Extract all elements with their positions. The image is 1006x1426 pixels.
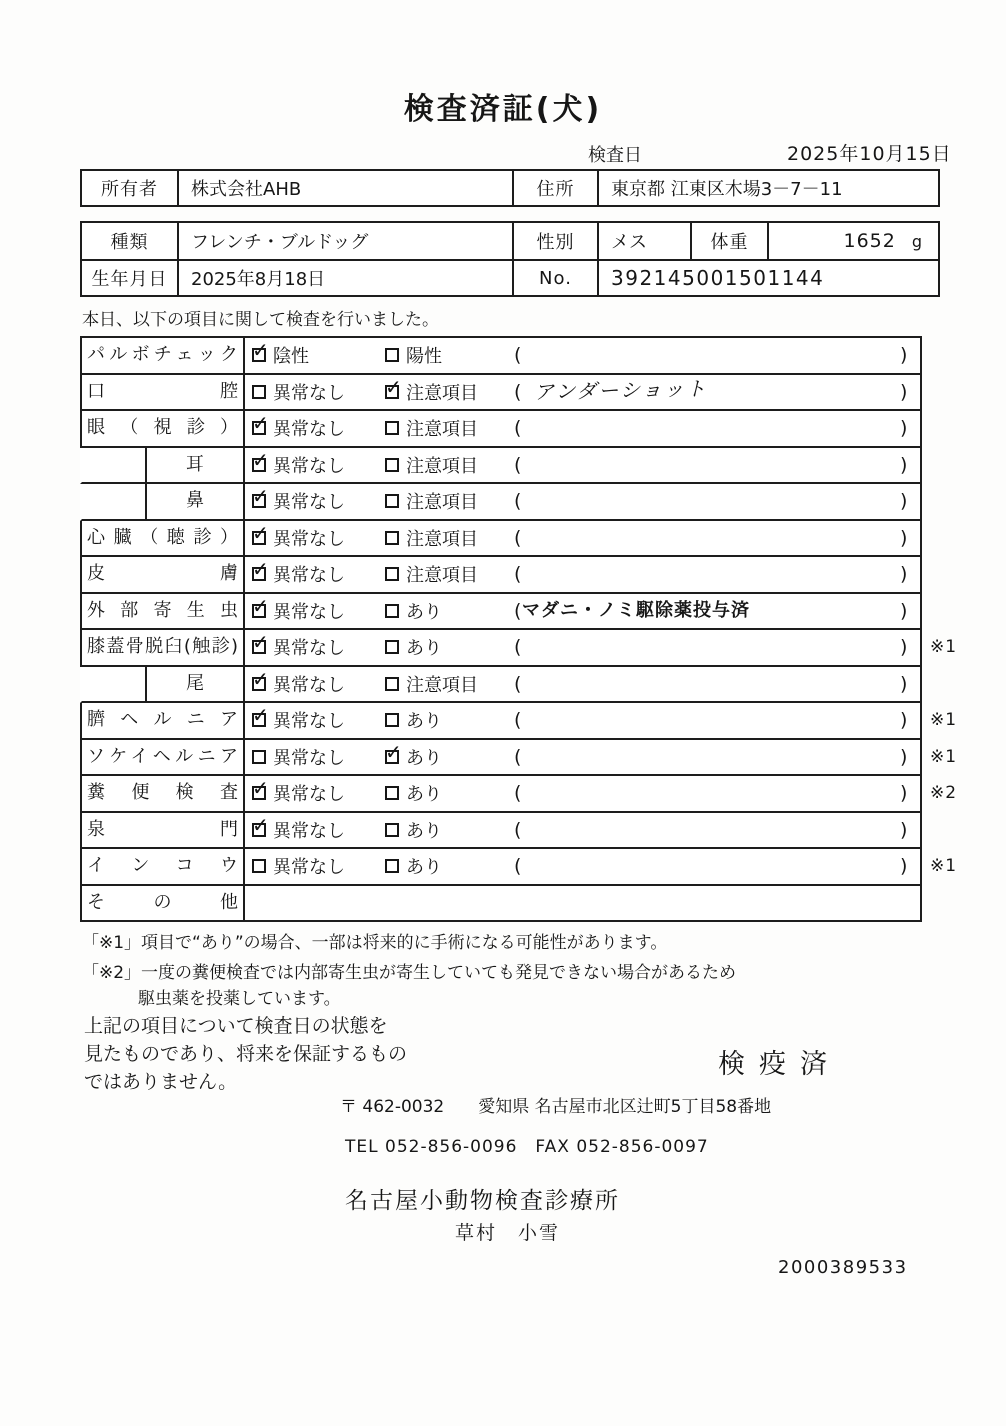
weight-label: 体重: [690, 223, 767, 259]
clinic-tel-fax: TEL 052-856-0096 FAX 052-856-0097: [345, 1137, 709, 1157]
paren-open: (: [514, 855, 522, 877]
check-icon: ✓: [252, 520, 269, 545]
owner-label: 所有者: [101, 179, 158, 200]
exam-option-2-label: 注意項目: [406, 382, 478, 404]
exam-item-label: 耳: [145, 448, 245, 483]
paren-close: ): [900, 417, 908, 439]
check-icon: ✓: [252, 703, 269, 728]
disclaimer-text: [84, 1012, 407, 1096]
footnote-mark: ※1: [930, 856, 958, 876]
checkbox-icon: [385, 640, 399, 654]
exam-row: [80, 338, 922, 375]
checkbox-icon: [252, 750, 266, 764]
paren-open: (: [514, 344, 522, 366]
exam-row: [80, 630, 958, 667]
checkbox-icon: [385, 713, 399, 727]
paren-close: ): [900, 855, 908, 877]
exam-option-1-label: 異常なし: [273, 674, 345, 696]
paren-close: ): [900, 526, 908, 549]
disclaimer-line-1: 上記の項目について検査日の状態を: [84, 1015, 388, 1037]
footnote-2-line-1: 「※2」一度の糞便検査では内部寄生虫が寄生していても発見できない場合があるため: [82, 963, 737, 983]
exam-option-1: [252, 813, 345, 848]
exam-option-1-label: 異常なし: [273, 455, 345, 477]
exam-option-1: [252, 703, 345, 738]
paren-open: (: [514, 636, 522, 658]
checkbox-icon: [385, 567, 399, 581]
exam-option-2-label: 陽性: [406, 346, 442, 368]
check-icon: ✓: [252, 812, 269, 837]
paren-close: ): [900, 344, 908, 366]
exam-option-2-label: あり: [406, 638, 442, 660]
exam-row: [80, 484, 922, 521]
exam-option-1-label: 異常なし: [273, 784, 345, 806]
check-icon: ✓: [252, 411, 269, 436]
owner-table: [80, 169, 940, 207]
exam-option-2-label: 注意項目: [406, 674, 478, 696]
exam-option-2-label: 注意項目: [406, 419, 478, 441]
owner-row: [82, 171, 938, 205]
paren-close: ): [900, 380, 908, 403]
exam-row: [80, 667, 922, 704]
exam-option-1: [252, 448, 345, 483]
exam-row: [80, 448, 922, 485]
exam-row: [80, 776, 958, 813]
exam-item-label: 口腔: [82, 375, 245, 410]
exam-item-label: 膝蓋骨脱臼(触診): [82, 630, 245, 665]
exam-option-1: [252, 630, 345, 665]
check-icon: ✓: [252, 447, 269, 472]
exam-option-1-label: 異常なし: [273, 711, 345, 733]
check-icon: ✓: [252, 630, 269, 655]
paren-close: ): [900, 563, 908, 585]
exam-option-2: [385, 338, 442, 373]
paren-close: ): [900, 745, 908, 768]
sex-value: メス: [597, 223, 690, 259]
exam-option-2-label: あり: [406, 784, 442, 806]
exam-option-2: [385, 521, 478, 556]
exam-option-1: [252, 594, 345, 629]
exam-option-2-label: あり: [406, 711, 442, 733]
checkbox-icon: [385, 348, 399, 362]
exam-row: [80, 739, 958, 777]
exam-item-label: 尾: [145, 667, 245, 702]
exam-option-1-label: 異常なし: [273, 528, 345, 550]
page-title: 検査済証(犬): [403, 92, 603, 127]
clinic-postal-address: 〒 462-0032 愛知県 名古屋市北区辻町5丁目58番地: [340, 1097, 772, 1117]
paren-open: (: [514, 526, 522, 549]
checkbox-icon: [385, 374, 402, 399]
check-icon: ✓: [252, 593, 269, 618]
checkbox-icon: [385, 494, 399, 508]
check-icon: ✓: [385, 374, 402, 399]
exam-row: [80, 521, 922, 558]
check-icon: ✓: [252, 666, 269, 691]
exam-row: [80, 411, 922, 448]
paren-close: ): [900, 453, 908, 476]
checkbox-icon: [385, 786, 399, 800]
check-icon: ✓: [252, 776, 269, 801]
quarantine-stamp: 検疫済: [718, 1049, 841, 1080]
exam-option-2: [385, 776, 442, 811]
checkbox-icon: [252, 385, 266, 399]
checkbox-icon: [252, 666, 269, 691]
exam-row: [80, 375, 922, 412]
exam-option-1-label: 異常なし: [273, 601, 345, 623]
weight-value: 1652: [843, 230, 896, 252]
exam-option-2: [385, 740, 442, 775]
exam-item-label: 眼（視診）: [82, 411, 245, 446]
birthdate-value: 2025年8月18日: [177, 261, 512, 295]
exam-option-2: [385, 375, 478, 410]
exam-option-2-label: あり: [406, 857, 442, 879]
weight-cell: [767, 223, 938, 259]
exam-option-1-label: 異常なし: [273, 747, 345, 769]
checkbox-icon: [252, 484, 269, 509]
paren-close: ): [900, 818, 908, 841]
exam-option-1: [252, 776, 345, 811]
paren-close: ): [900, 599, 908, 622]
pet-row-1: [82, 223, 938, 259]
exam-option-2: [385, 849, 442, 884]
exam-note: アンダーショット: [533, 375, 708, 404]
paren-open: (: [514, 490, 522, 512]
checkbox-icon: [252, 520, 269, 545]
exam-option-2: [385, 484, 478, 519]
exam-row: [80, 557, 922, 594]
check-icon: ✓: [252, 338, 269, 363]
exam-option-1: [252, 375, 345, 410]
exam-option-2-label: 注意項目: [406, 528, 478, 550]
exam-option-1: [252, 740, 345, 775]
exam-item-label: 外部寄生虫: [82, 594, 245, 629]
paren-open: (: [514, 563, 522, 585]
checkbox-icon: [385, 677, 399, 691]
exam-option-1: [252, 484, 345, 519]
exam-item-label: 皮膚: [82, 557, 245, 592]
exam-row: [80, 849, 958, 886]
disclaimer-line-2: 見たものであり、将来を保証するもの: [84, 1043, 408, 1065]
check-icon: ✓: [385, 739, 402, 764]
weight-unit: g: [911, 231, 922, 251]
footnote-mark: ※1: [930, 746, 958, 767]
checkbox-icon: [385, 739, 402, 764]
paren-close: ): [900, 636, 908, 658]
checkbox-icon: [252, 812, 269, 837]
paren-open: (: [514, 672, 522, 695]
checkbox-icon: [252, 557, 269, 582]
checkbox-icon: [385, 531, 399, 545]
paren-close: ): [900, 672, 908, 695]
footnote-mark: ※1: [930, 637, 958, 657]
checkbox-icon: [252, 338, 269, 363]
paren-close: ): [900, 709, 908, 731]
exam-option-2-label: あり: [406, 747, 442, 769]
paren-close: ): [900, 490, 908, 512]
paren-open: (: [514, 417, 522, 439]
breed-label: 種類: [110, 232, 149, 253]
no-label: No.: [512, 261, 597, 295]
exam-option-2: [385, 667, 478, 702]
address-label: 住所: [512, 171, 597, 205]
checkbox-icon: [385, 458, 399, 472]
exam-option-1: [252, 521, 345, 556]
paren-open: (: [514, 453, 522, 476]
veterinarian-name: 草村 小雪: [455, 1222, 561, 1244]
birthdate-label: 生年月日: [91, 269, 168, 290]
footnote-mark: ※2: [930, 783, 958, 803]
exam-option-1: [252, 849, 345, 884]
check-icon: ✓: [252, 557, 269, 582]
checkbox-icon: [385, 823, 399, 837]
exam-option-2-label: 注意項目: [406, 455, 478, 477]
exam-item-label: 臍ヘルニア: [82, 703, 245, 738]
owner-value: 株式会社AHB: [177, 171, 512, 205]
exam-option-2-label: あり: [406, 601, 442, 623]
checkbox-icon: [385, 859, 399, 873]
exam-item-label: インコウ: [82, 849, 245, 884]
paren-open: (: [514, 709, 522, 731]
checkbox-icon: [252, 859, 266, 873]
clinic-name: 名古屋小動物検査診療所: [345, 1188, 620, 1214]
exam-row: [80, 813, 922, 850]
exam-item-label: 糞便検査: [82, 776, 245, 811]
checkbox-icon: [252, 776, 269, 801]
checkbox-icon: [252, 447, 269, 472]
checkbox-icon: [252, 630, 269, 655]
breed-value: フレンチ・ブルドッグ: [177, 223, 512, 259]
inspection-date-value: 2025年10月15日: [787, 143, 952, 165]
serial-number: 2000389533: [778, 1257, 908, 1278]
checkbox-icon: [385, 421, 399, 435]
paren-open: (: [514, 599, 522, 622]
exam-option-2: [385, 813, 442, 848]
exam-option-1-label: 陰性: [273, 346, 309, 368]
exam-item-label: パルボチェック: [82, 338, 245, 373]
disclaimer-line-3: ではありません。: [84, 1071, 238, 1093]
exam-option-2-label: 注意項目: [406, 565, 478, 587]
checkbox-icon: [252, 593, 269, 618]
paren-open: (: [514, 782, 522, 804]
exam-item-label: 心臓（聴診）: [82, 521, 245, 556]
check-icon: ✓: [252, 484, 269, 509]
footnote-1: 「※1」項目で“あり”の場合、一部は将来的に手術になる可能性があります。: [82, 933, 668, 953]
exam-option-1: [252, 557, 345, 592]
checkbox-icon: [385, 604, 399, 618]
no-value: 392145001501144: [597, 261, 824, 295]
exam-table: [80, 336, 958, 922]
sex-label: 性別: [512, 223, 597, 259]
intro-text: 本日、以下の項目に関して検査を行いました。: [82, 310, 439, 330]
paren-open: (: [514, 818, 522, 841]
exam-option-2: [385, 557, 478, 592]
footnote-2-line-2: 駆虫薬を投薬しています。: [138, 989, 341, 1009]
pet-row-2: [82, 259, 938, 295]
exam-row: [80, 594, 922, 631]
exam-row: [80, 703, 958, 740]
exam-row: [80, 886, 922, 923]
checkbox-icon: [252, 411, 269, 436]
inspection-date-label: 検査日: [588, 145, 642, 166]
exam-option-1: [252, 338, 309, 373]
footnote-mark: ※1: [930, 710, 958, 730]
exam-item-label: 泉門: [82, 813, 245, 848]
exam-option-1-label: 異常なし: [273, 638, 345, 660]
address-value: 東京都 江東区木場3－7－11: [597, 171, 843, 205]
paren-open: (: [514, 745, 522, 768]
exam-item-label: 鼻: [145, 484, 245, 519]
pet-table: [80, 221, 940, 297]
exam-option-2: [385, 411, 478, 446]
exam-option-2: [385, 630, 442, 665]
exam-option-2: [385, 703, 442, 738]
paren-open: (: [514, 380, 522, 403]
exam-option-1: [252, 667, 345, 702]
exam-option-1-label: 異常なし: [273, 820, 345, 842]
exam-option-1-label: 異常なし: [273, 565, 345, 587]
exam-option-1-label: 異常なし: [273, 382, 345, 404]
exam-item-label: ソケイヘルニア: [82, 740, 245, 775]
exam-option-1-label: 異常なし: [273, 492, 345, 514]
exam-option-2-label: あり: [406, 820, 442, 842]
checkbox-icon: [252, 703, 269, 728]
exam-option-2-label: 注意項目: [406, 492, 478, 514]
exam-note: マダニ・ノミ駆除薬投与済: [522, 599, 750, 621]
exam-item-label: その他: [82, 886, 245, 921]
exam-option-1: [252, 411, 345, 446]
exam-option-2: [385, 594, 442, 629]
paren-close: ): [900, 782, 908, 804]
exam-option-1-label: 異常なし: [273, 857, 345, 879]
exam-option-1-label: 異常なし: [273, 419, 345, 441]
exam-option-2: [385, 448, 478, 483]
